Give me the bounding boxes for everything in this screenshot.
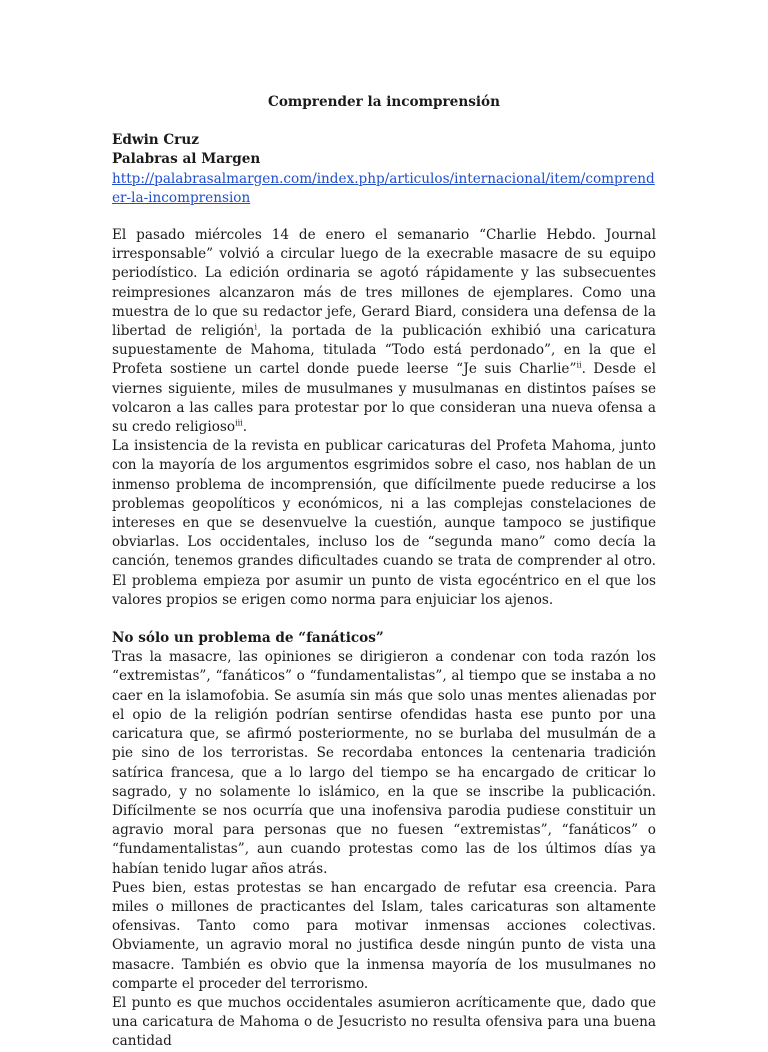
document-title: Comprender la incomprensión bbox=[268, 94, 500, 110]
footnote-ref-1[interactable]: i bbox=[254, 322, 257, 332]
outlet-name: Palabras al Margen bbox=[112, 151, 261, 168]
author-name: Edwin Cruz bbox=[112, 132, 199, 149]
paragraph-1-text-c: . Desde el viernes siguiente, miles de musulmanes y musulmanas en distintos países se volcaron a las calles para protestar por lo que consideran una nueva ofensa a su credo religioso bbox=[112, 361, 656, 436]
source-link[interactable]: http://palabrasalmargen.com/index.php/articulos/internacional/item/comprender-la-incomprension bbox=[112, 170, 655, 206]
paragraph-1-text-a: El pasado miércoles 14 de enero el semanario “Charlie Hebdo. Journal irresponsable” volvió a circular luego de la execrable masacre de su equipo periodístico. La edición ordinaria se agotó rápidamente y las subsecuentes reimpresiones alcanzaron más de tres millones de ejemplares. Como una muestra de lo que su redactor jefe, Gerard Biard, considera una defensa de la libertad de religión bbox=[112, 227, 656, 340]
section-heading: No sólo un problema de “fanáticos” bbox=[112, 630, 384, 647]
paragraph-1-text-b: , la portada de la publicación exhibió una caricatura supuestamente de Mahoma, titulada “Todo está perdonado”, en la que el Profeta sostiene un cartel donde puede leerse “Je suis Charlie” bbox=[112, 323, 656, 378]
document-page bbox=[112, 0, 656, 1052]
paragraph-2: La insistencia de la revista en publicar caricaturas del Profeta Mahoma, junto con la mayoría de los argumentos esgrimidos sobre el caso, nos hablan de un inmenso problema de incomprensión, que difícilmente puede reducirse a los problemas geopolíticos y económicos, ni a las complejas constelaciones de intereses en que se desenvuelve la cuestión, aunque tampoco se justifique obviarlas. Los occidentales, incluso los de “segunda mano” como decía la canción, tenemos grandes dificultades cuando se trata de comprender al otro. El problema empieza por asumir un punto de vista egocéntrico en el que los valores propios se erigen como norma para enjuiciar los ajenos. bbox=[112, 438, 656, 608]
footnote-ref-2[interactable]: ii bbox=[576, 360, 582, 370]
paragraph-1-text-d: . bbox=[242, 419, 248, 436]
paragraph-1 bbox=[112, 226, 656, 437]
footnote-ref-3[interactable]: iii bbox=[235, 418, 243, 428]
paragraph-4: Pues bien, estas protestas se han encargado de refutar esa creencia. Para miles o millones de practicantes del Islam, tales caricaturas son altamente ofensivas. Tanto como para motivar inmensas acciones colectivas. Obviamente, un agravio moral no justifica desde ningún punto de vista una masacre. También es obvio que la inmensa mayoría de los musulmanes no comparte el proceder del terrorismo. bbox=[112, 879, 656, 992]
paragraph-5: El punto es que muchos occidentales asumieron acríticamente que, dado que una caricatura de Mahoma o de Jesucristo no resulta ofensiva para una buena cantidad bbox=[112, 994, 656, 1050]
paragraph-3: Tras la masacre, las opiniones se dirigieron a condenar con toda razón los “extremistas”, “fanáticos” o “fundamentalistas”, al tiempo que se instaba a no caer en la islamofobia. Se asumía sin más que solo unas mentes alienadas por el opio de la religión podrían sentirse ofendidas hasta ese punto por una caricatura que, se afirmó posteriormente, no se burlaba del musulmán de a pie sino de los terroristas. Se recordaba entonces la centenaria tradición satírica francesa, que a lo largo del tiempo se ha encargado de criticar lo sagrado, y no solamente lo islámico, en la que se inscribe la publicación. Difícilmente se nos ocurría que una inofensiva parodia pudiese constituir un agravio moral para personas que no fuesen “extremistas”, “fanáticos” o “fundamentalistas”, aun cuando protestas como las de los últimos días ya habían tenido lugar años atrás. bbox=[112, 649, 656, 877]
